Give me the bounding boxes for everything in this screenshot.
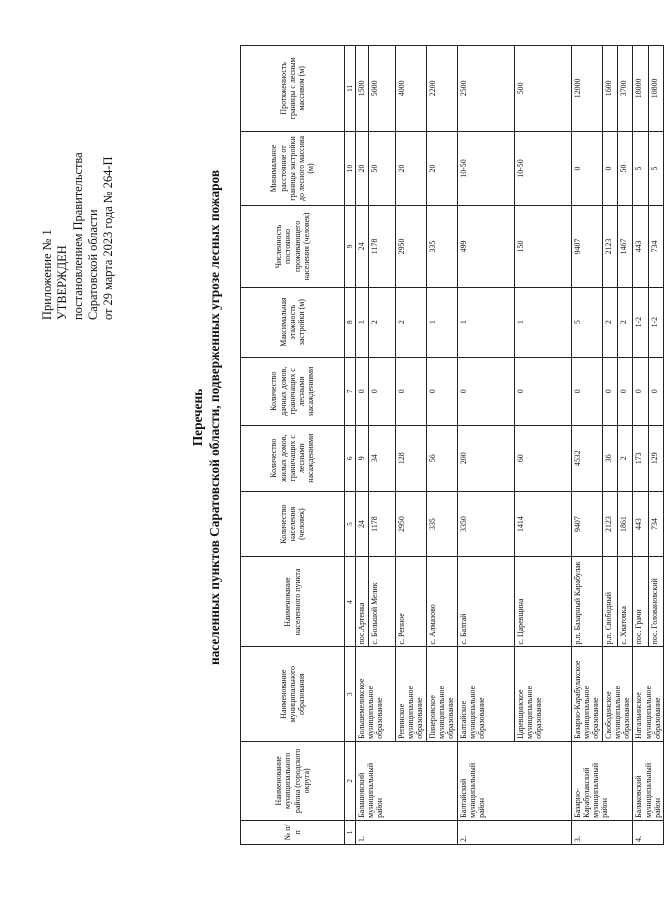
houses-cell: 60 [514,425,571,491]
appendix-number: Приложение № 1 [40,229,54,320]
district-name: Балаковский муниципальный район [633,741,664,820]
population-cell: 734 [648,491,663,557]
floors-cell: 1 [514,287,571,357]
municipality-name: Натальинское муниципальное образование [633,647,664,741]
settlement-name: пос. Грачи [633,557,648,647]
district-number: 4. [633,820,664,844]
table-row [457,46,514,845]
table-row [426,46,457,845]
table-row [355,46,368,845]
municipality-name: Свободинское муниципальное образование [602,647,633,741]
floors-cell: 2 [602,287,617,357]
header-cell: Максимальная этажность застройки (м) [241,287,345,357]
distance-cell: 0 [571,131,602,206]
column-number: 10 [345,131,356,206]
residents-cell: 1467 [617,206,632,287]
dachas-cell: 0 [602,357,617,425]
dachas-cell: 0 [426,357,457,425]
settlement-name: пос.Артенка [355,557,368,647]
distance-cell: 5 [648,131,663,206]
border-cell: 10800 [648,46,663,132]
border-cell: 5000 [368,46,395,132]
dachas-cell: 0 [648,357,663,425]
header-cell: Количество дачных домов, граничащих с лесными насаждениями [241,357,345,425]
header-cell: Количество жилых домов, граничащих с лесными насаждениями [241,425,345,491]
houses-cell: 129 [648,425,663,491]
houses-cell: 173 [633,425,648,491]
settlement-name: пос. Головановский [648,557,663,647]
population-cell: 1861 [617,491,632,557]
dachas-cell: 0 [395,357,426,425]
houses-cell: 128 [395,425,426,491]
municipality-name: Репинское муниципальное образование [395,647,426,741]
population-cell: 2950 [395,491,426,557]
table-row [602,46,617,845]
appendix-block [40,20,116,320]
population-cell: 335 [426,491,457,557]
floors-cell: 1 [355,287,368,357]
residents-cell: 443 [633,206,648,287]
residents-cell: 24 [355,206,368,287]
distance-cell: 20 [426,131,457,206]
column-number: 4 [345,557,356,647]
title-line: населенных пунктов Саратовской области, подверженных угрозе лесных пожаров [206,170,222,666]
distance-cell: 50 [368,131,395,206]
header-cell: Наименование населенного пункта [241,557,345,647]
header-cell: Протяженность границы с лесным массивом (м) [241,46,345,132]
dachas-cell: 0 [457,357,514,425]
settlement-name: с. Царевщина [514,557,571,647]
floors-cell: 2 [617,287,632,357]
dachas-cell: 0 [617,357,632,425]
border-cell: 3700 [617,46,632,132]
district-name: Балашовский муниципальный район [355,741,457,820]
border-cell: 4000 [395,46,426,132]
houses-cell: 34 [368,425,395,491]
municipality-name: Базарно-Карабулакское муниципальное образование [571,647,602,741]
residents-cell: 9407 [571,206,602,287]
header-cell: № п/п [241,820,345,844]
population-cell: 2123 [602,491,617,557]
column-number: 6 [345,425,356,491]
dachas-cell: 0 [368,357,395,425]
column-number-row [345,46,356,845]
dachas-cell: 0 [633,357,648,425]
distance-cell: 20 [395,131,426,206]
distance-cell: 5 [633,131,648,206]
approval-line: Саратовской области [85,209,100,320]
table-row [395,46,426,845]
houses-cell: 4532 [571,425,602,491]
distance-cell: 20 [355,131,368,206]
floors-cell: 2 [368,287,395,357]
table-row [633,46,648,845]
population-cell: 24 [355,491,368,557]
column-number: 3 [345,647,356,741]
district-number: 2. [457,820,571,844]
floors-cell: 1 [457,287,514,357]
approval-word: УТВЕРЖДЕН [55,245,70,320]
table-row [514,46,571,845]
border-cell: 2200 [426,46,457,132]
population-cell: 1414 [514,491,571,557]
border-cell: 2500 [457,46,514,132]
column-number: 5 [345,491,356,557]
floors-cell: 5 [571,287,602,357]
settlement-name: р.п. Базарный Карабулак [571,557,602,647]
settlement-name: с. Хватовка [617,557,632,647]
approval-date: от 29 марта 2023 года № 264-П [101,156,116,320]
residents-cell: 150 [514,206,571,287]
column-number: 9 [345,206,356,287]
header-cell: Наименование муниципального района (городского округа) [241,741,345,820]
dachas-cell: 0 [355,357,368,425]
header-cell: Численность постоянно проживающего населения (человек) [241,206,345,287]
approval-line: постановлением Правительства [70,152,85,320]
distance-cell: 10-50 [457,131,514,206]
population-cell: 1178 [368,491,395,557]
houses-cell: 2 [617,425,632,491]
houses-cell: 200 [457,425,514,491]
header-cell: Минимальное расстояние от границы застройки до лесного массива (м) [241,131,345,206]
district-name: Балтайский муниципальный район [457,741,571,820]
border-cell: 1600 [602,46,617,132]
border-cell: 500 [514,46,571,132]
column-number: 2 [345,741,356,820]
settlement-name: с. Алмазово [426,557,457,647]
settlement-name: р.п. Свободный [602,557,617,647]
distance-cell: 10-50 [514,131,571,206]
residents-cell: 335 [426,206,457,287]
residents-cell: 734 [648,206,663,287]
houses-cell: 36 [602,425,617,491]
population-cell: 3350 [457,491,514,557]
title-line: Перечень [190,388,205,447]
settlement-name: с. Большой Мелик [368,557,395,647]
residents-cell: 499 [457,206,514,287]
border-cell: 1500 [355,46,368,132]
table-row [571,46,602,845]
distance-cell: 0 [602,131,617,206]
floors-cell: 2 [395,287,426,357]
residents-cell: 2123 [602,206,617,287]
column-number: 1 [345,820,356,844]
settlements-table [240,45,664,845]
document-title [190,60,223,775]
district-name: Базарно-Карабулакский муниципальный район [571,741,633,820]
residents-cell: 1178 [368,206,395,287]
population-cell: 9407 [571,491,602,557]
header-cell: Наименование муниципального образования [241,647,345,741]
floors-cell: 1-2 [648,287,663,357]
residents-cell: 2950 [395,206,426,287]
district-number: 3. [571,820,633,844]
municipality-name: Пинеровское муниципальное образование [426,647,457,741]
district-number: 1. [355,820,457,844]
houses-cell: 9 [355,425,368,491]
floors-cell: 1 [426,287,457,357]
header-row [241,46,345,845]
floors-cell: 1-2 [633,287,648,357]
border-cell: 18000 [633,46,648,132]
header-cell: Количество населения (человек) [241,491,345,557]
column-number: 11 [345,46,356,132]
population-cell: 443 [633,491,648,557]
settlement-name: с. Балтай [457,557,514,647]
municipality-name: Царевщинское муниципальное образование [514,647,571,741]
dachas-cell: 0 [571,357,602,425]
distance-cell: 50 [617,131,632,206]
houses-cell: 56 [426,425,457,491]
dachas-cell: 0 [514,357,571,425]
column-number: 8 [345,287,356,357]
column-number: 7 [345,357,356,425]
municipality-name: Балтайское муниципальное образование [457,647,514,741]
settlement-name: с. Репное [395,557,426,647]
municipality-name: Большемеликское муниципальное образование [355,647,395,741]
border-cell: 12000 [571,46,602,132]
